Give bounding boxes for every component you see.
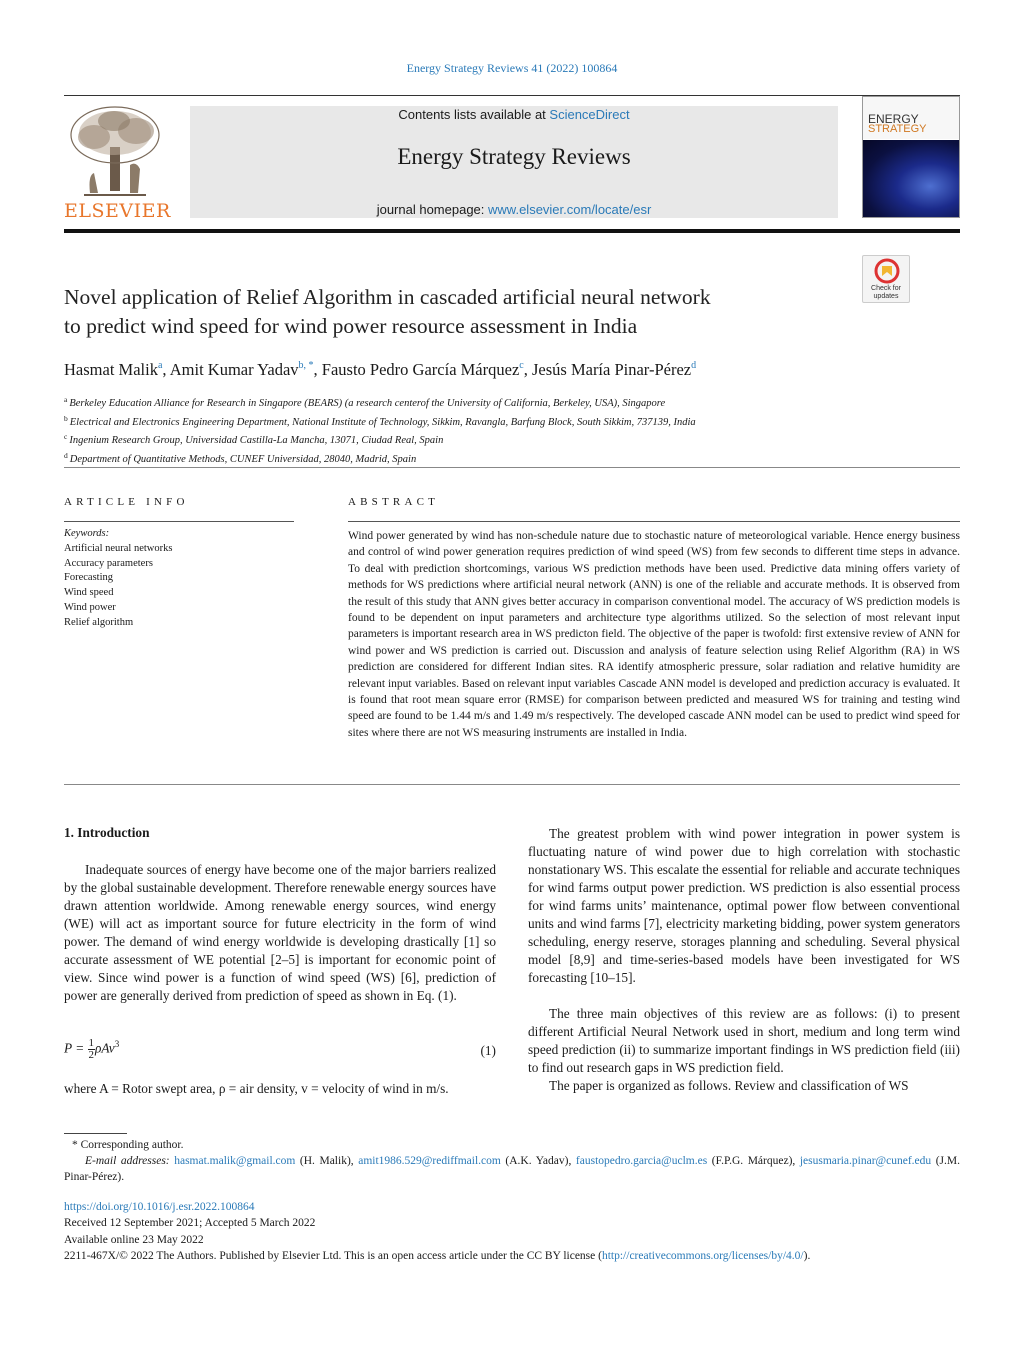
body-paragraph: The greatest problem with wind power integration in power system is fluctuating nature of wind power due to high correlation with stochastic nonstationary WS. This escalate the essential for reliable and accurate techniques for wind farms output power prediction. WS prediction is also essential process for wind farms units’ maintenance, optimal power flow between conventional units and wind farms [7], electricity marketing bidding, power system generators scheduling, energy reserve, storages planning and scheduling. Several physical model [8,9] and time-series-based models have been investigated for WS forecasting [10–15]. bbox=[528, 826, 960, 985]
homepage-link[interactable]: www.elsevier.com/locate/esr bbox=[488, 202, 652, 217]
contents-line bbox=[190, 107, 838, 122]
abstract-text: Wind power generated by wind has non-schedule nature due to stochastic nature of meteorological variable. Hence energy business and control of wind power generation requires prediction of wind speed (WS) from few seconds to different time steps in advance. To deal with prediction shortcomings, various WS prediction methods have been used. Predictive data mining offers variety of methods for WS predictions where artificial neural network (ANN) is one of the reliable and accurate methods. It is observed from the result of this study that ANN gives better accuracy in comparison conventional model. The accuracy of WS prediction models is found to be dependent on input parameters and architecture type algorithms utilized. So the selection of most relevant input parameters is important research area in WS predicton field. The objective of the paper is twofold: first extensive review of ANN for wind power and WS prediction is carried out. Discussion and analysis of feature selection using Relief Algorithm (RA) in WS prediction are considered for different Indian sites. RA identify atmospheric pressure, solar radiation and relative humidity are relevant input variables. Based on relevant input variables Cascade ANN model is developed and prediction accuracy is evaluated. It is found that root mean square error (RMSE) for comparison between predicted and measured WS for training and testing wind speed are found to be 1.44 m/s and 1.49 m/s respectively. The developed cascade ANN model can be used to predict wind speed for sites where there are not WS measuring instruments are installed in India. bbox=[348, 530, 960, 739]
author-separator: , bbox=[313, 360, 322, 379]
author-name: Hasmat Malik bbox=[64, 360, 158, 379]
section-heading-introduction: 1. Introduction bbox=[64, 825, 150, 840]
footnote-rule bbox=[64, 1133, 127, 1134]
email-link[interactable]: faustopedro.garcia@uclm.es bbox=[575, 1155, 708, 1167]
equation-exponent: 3 bbox=[114, 1039, 120, 1050]
license-statement bbox=[64, 1248, 960, 1265]
email-owner: (A.K. Yadav), bbox=[500, 1155, 576, 1167]
article-info-rule bbox=[64, 521, 294, 522]
email-owner: (J.M. Pinar-Pérez). bbox=[64, 1155, 961, 1184]
email-link[interactable]: amit1986.529@rediffmail.com bbox=[358, 1155, 501, 1167]
equation-1 bbox=[64, 1038, 496, 1068]
author-list bbox=[64, 360, 960, 380]
affiliation-item bbox=[64, 449, 960, 468]
corresponding-author-note: * Corresponding author. bbox=[72, 1139, 184, 1151]
affiliation-item bbox=[64, 393, 960, 412]
affiliation-list bbox=[64, 393, 960, 468]
homepage-line bbox=[190, 202, 838, 217]
keyword-item: Forecasting bbox=[64, 572, 113, 584]
homepage-prefix: journal homepage: bbox=[376, 202, 489, 217]
affiliation-text: Department of Quantitative Methods, CUNEF Universidad, 28040, Madrid, Spain bbox=[69, 454, 417, 466]
header-rule bbox=[64, 95, 960, 96]
affiliation-rule bbox=[64, 467, 960, 468]
affiliation-marker: a bbox=[64, 395, 68, 404]
license-suffix: ). bbox=[803, 1250, 811, 1262]
equation-lhs: P = bbox=[64, 1040, 88, 1056]
keyword-item: Wind speed bbox=[64, 587, 114, 599]
email-link[interactable]: hasmat.malik@gmail.com bbox=[174, 1155, 296, 1167]
body-paragraph: The three main objectives of this review are as follows: (i) to present different Artificial Neural Network used in short, medium and long term wind speed prediction (ii) to summarize important findings in WS prediction field (iii) to find out research gaps in WS prediction field. bbox=[528, 1006, 960, 1075]
body-paragraph: The paper is organized as follows. Review and classification of WS bbox=[549, 1078, 909, 1093]
author-separator: , bbox=[523, 360, 532, 379]
abstract-bottom-rule bbox=[64, 784, 960, 785]
email-link[interactable]: jesusmaria.pinar@cunef.edu bbox=[799, 1155, 932, 1167]
email-addresses bbox=[64, 1153, 960, 1186]
keyword-list bbox=[64, 542, 172, 630]
header-thick-rule bbox=[64, 229, 960, 233]
email-owner: (F.P.G. Márquez), bbox=[707, 1155, 800, 1167]
article-title bbox=[64, 283, 854, 341]
keywords-label: Keywords: bbox=[64, 528, 110, 539]
affiliation-marker: c bbox=[64, 432, 68, 442]
author-affil-link[interactable]: d bbox=[691, 360, 697, 371]
author-affil-link[interactable]: c bbox=[519, 360, 524, 371]
author-affil-link[interactable]: a bbox=[157, 360, 163, 371]
affiliation-marker: d bbox=[64, 451, 68, 461]
contents-prefix: Contents lists available at bbox=[398, 107, 550, 122]
email-label: E-mail addresses: bbox=[85, 1155, 175, 1167]
author-affil-link[interactable]: b, * bbox=[298, 360, 314, 371]
crossmark-label: Check for updates bbox=[871, 285, 901, 300]
equation-where-clause: where A = Rotor swept area, ρ = air density, v = velocity of wind in m/s. bbox=[64, 1081, 449, 1096]
equation-number: (1) bbox=[480, 1043, 496, 1058]
journal-reference[interactable]: Energy Strategy Reviews 41 (2022) 100864 bbox=[406, 61, 618, 75]
fraction-denominator: 2 bbox=[88, 1049, 95, 1061]
author-name: Amit Kumar Yadav bbox=[169, 360, 299, 379]
journal-title: Energy Strategy Reviews bbox=[397, 144, 631, 169]
equation-fraction bbox=[88, 1038, 96, 1061]
intro-paragraph: Inadequate sources of energy have become one of the major barriers realized by the global sustainable development. Therefore renewable energy sources have drawn attention worldwide. Among renewable energy sources, wind energy (WE) will act as important source for future electricity in the form of wind power. The demand of wind energy worldwide is developing drastically [1] so accurate assessment of WE potential [2–5] is important for economic point of view. Since wind power is a function of wind speed (WS) [6], prediction of power are generally derived from prediction of speed as shown in Eq. (1). bbox=[64, 862, 496, 1003]
cover-word-energy: ENERGY bbox=[868, 112, 919, 126]
received-dates: Received 12 September 2021; Accepted 5 March 2022 bbox=[64, 1217, 316, 1229]
keyword-item: Wind power bbox=[64, 601, 116, 613]
affiliation-item bbox=[64, 412, 960, 431]
abstract-heading: ABSTRACT bbox=[348, 496, 440, 508]
email-owner: (H. Malik), bbox=[295, 1155, 359, 1167]
keyword-item: Accuracy parameters bbox=[64, 557, 153, 569]
keyword-item: Relief algorithm bbox=[64, 616, 134, 628]
title-line-2: to predict wind speed for wind power resource assessment in India bbox=[64, 314, 638, 338]
license-link[interactable]: http://creativecommons.org/licenses/by/4.0/ bbox=[601, 1250, 804, 1262]
title-line-1: Novel application of Relief Algorithm in cascaded artificial neural network bbox=[64, 285, 711, 309]
affiliation-text: Electrical and Electronics Engineering Department, National Institute of Technology, Sikkim, Ravangla, Barfung Block, South Sikkim, 737139, India bbox=[69, 416, 696, 428]
sciencedirect-link[interactable]: ScienceDirect bbox=[549, 107, 630, 122]
affiliation-text: Ingenium Research Group, Universidad Castilla-La Mancha, 13071, Ciudad Real, Spain bbox=[69, 435, 444, 447]
available-online-date: Available online 23 May 2022 bbox=[64, 1234, 204, 1246]
author-name: Fausto Pedro García Márquez bbox=[321, 360, 520, 379]
author-name: Jesús María Pinar-Pérez bbox=[531, 360, 692, 379]
affiliation-item bbox=[64, 430, 960, 449]
elsevier-wordmark: ELSEVIER bbox=[64, 200, 171, 222]
abstract-rule bbox=[348, 521, 960, 522]
doi-link[interactable]: https://doi.org/10.1016/j.esr.2022.100864 bbox=[64, 1201, 255, 1213]
cover-earth-image bbox=[863, 140, 959, 217]
affiliation-marker: b bbox=[64, 413, 68, 423]
equation-rhs: ρAv bbox=[95, 1040, 115, 1056]
keyword-item: Artificial neural networks bbox=[64, 543, 173, 554]
author-separator: , bbox=[162, 360, 170, 379]
cover-word-strategy: STRATEGY bbox=[868, 123, 927, 135]
article-info-heading: ARTICLE INFO bbox=[64, 496, 189, 508]
license-prefix: 2211-467X/© 2022 The Authors. Published by Elsevier Ltd. This is an open access article under the CC BY license ( bbox=[64, 1250, 602, 1262]
fraction-numerator: 1 bbox=[88, 1037, 95, 1049]
affiliation-text: Berkeley Education Alliance for Research in Singapore (BEARS) (a research centerof the University of California, Berkeley, USA), Singapore bbox=[69, 398, 666, 409]
